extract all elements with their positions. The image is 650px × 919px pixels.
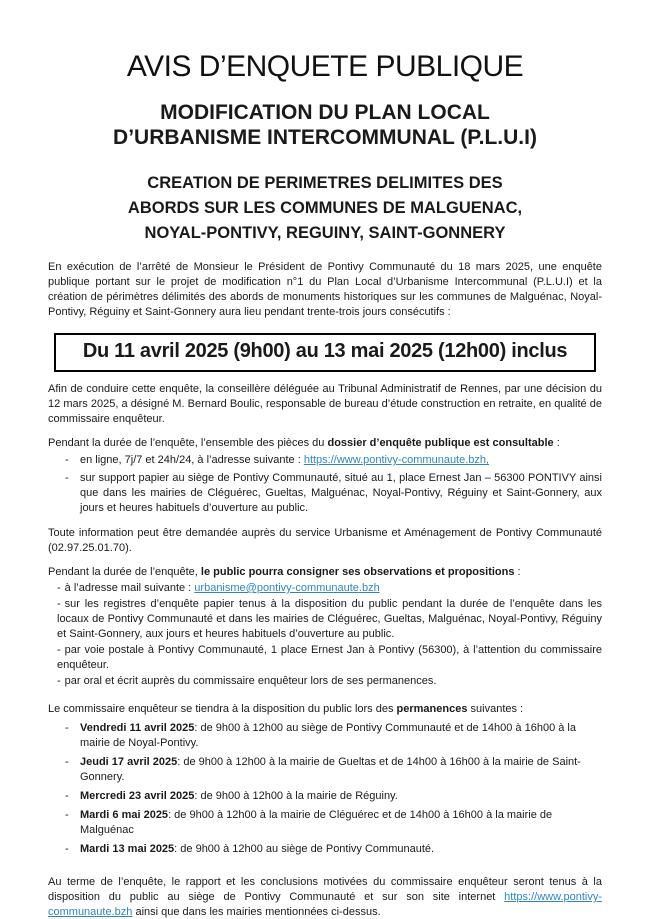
consultable-lead-suffix: : <box>553 437 560 449</box>
permanence-details: : de 9h00 à 12h00 au siège de Pontivy Communauté et de 14h00 à 16h00 à la mairie de Noyal-Pontivy. <box>80 722 576 749</box>
closing-text-suffix: ainsi que dans les mairies mentionnées ci-dessus. <box>132 906 381 918</box>
permanences-lead-suffix: suivantes : <box>467 703 524 715</box>
consultable-item-paper: sur support papier au siège de Pontivy Communauté, situé au 1, place Ernest Jan – 56300 PONTIVY ainsi que dans les mairies de Cléguérec, Gueltas, Malguénac, Noyal-Pontivy, Réguiny et Saint-Gonnery, aux jours et heures habituels d’ouverture au public. <box>80 472 602 514</box>
permanence-date: Mardi 6 mai 2025 <box>80 809 169 821</box>
permanence-date: Jeudi 17 avril 2025 <box>80 756 178 768</box>
permanences-lead-prefix: Le commissaire enquêteur se tiendra à la disposition du public lors des <box>48 703 397 715</box>
bullet-dash: - <box>57 582 61 594</box>
bullet-dash: - <box>57 644 61 656</box>
list-item <box>48 674 602 689</box>
list-item <box>48 755 602 785</box>
list-item <box>48 581 602 596</box>
consultable-lead-prefix: Pendant la durée de l’enquête, l’ensemble des pièces du <box>48 437 328 449</box>
observations-list <box>48 581 602 689</box>
observations-lead <box>48 565 602 580</box>
bullet-dash: - <box>65 790 69 802</box>
list-item <box>48 597 602 642</box>
subtitle-plui-line1: MODIFICATION DU PLAN LOCAL <box>160 101 490 124</box>
subtitle-pda-line2: ABORDS SUR LES COMMUNES DE MALGUENAC, <box>127 199 523 217</box>
email-link[interactable]: urbanisme@pontivy-communaute.bzh <box>194 582 380 594</box>
list-item <box>48 453 602 468</box>
page-title: AVIS D’ENQUETE PUBLIQUE <box>126 50 524 83</box>
observations-item-oral: par oral et écrit auprès du commissaire enquêteur lors de ses permanences. <box>64 675 437 687</box>
permanence-details: : de 9h00 à 12h00 à la mairie de Gueltas et de 14h00 à 16h00 à la mairie de Saint-Gonnery. <box>80 756 581 783</box>
bullet-dash: - <box>65 756 69 768</box>
info-paragraph: Toute information peut être demandée auprès du service Urbanisme et Aménagement de Pontivy Communauté (02.97.25.01.70). <box>48 527 602 554</box>
observations-lead-bold: le public pourra consigner ses observations et propositions <box>200 566 515 578</box>
observations-item-postal: par voie postale à Pontivy Communauté, 1 place Ernest Jan à Pontivy (56300), à l’attention du commissaire enquêteur. <box>57 644 602 671</box>
bullet-dash: - <box>57 675 61 687</box>
permanence-item <box>80 808 602 838</box>
permanences-lead <box>48 702 602 717</box>
intro-paragraph: En exécution de l’arrêté de Monsieur le Président de Pontivy Communauté du 18 mars 2025, une enquête publique portant sur le projet de modification n°1 du Plan Local d’Urbanisme Intercommunal (P.L.U.I) et la création de périmètres délimités des abords de monuments historiques sur les communes de Malguénac, Noyal-Pontivy, Réguiny et Saint-Gonnery aura lieu pendant trente-trois jours consécutifs : <box>48 261 602 318</box>
list-item <box>48 808 602 838</box>
bullet-dash: - <box>65 809 69 821</box>
list-item <box>48 842 602 857</box>
subtitle-pda <box>48 171 602 246</box>
observations-lead-suffix: : <box>514 566 521 578</box>
subtitle-pda-line3: NOYAL-PONTIVY, REGUINY, SAINT-GONNERY <box>144 224 506 242</box>
bullet-dash: - <box>65 472 69 484</box>
consultable-lead-bold: dossier d’enquête publique est consultable <box>327 437 554 449</box>
permanence-date: Mercredi 23 avril 2025 <box>80 790 195 802</box>
list-item <box>48 643 602 673</box>
closing-website-link[interactable]: https://www.pontivy-communaute.bzh <box>48 891 602 918</box>
subtitle-plui <box>48 100 602 150</box>
permanence-item <box>80 721 602 751</box>
closing-paragraph <box>48 875 602 919</box>
subtitle-plui-line2: D’URBANISME INTERCOMMUNAL (P.L.U.I) <box>113 126 537 149</box>
permanence-details: : de 9h00 à 12h00 au siège de Pontivy Communauté. <box>174 843 435 855</box>
list-item <box>48 471 602 516</box>
permanence-details: : de 9h00 à 12h00 à la mairie de Cléguérec et de 14h00 à 16h00 à la mairie de Malguénac <box>80 809 553 836</box>
closing-text-prefix: Au terme de l’enquête, le rapport et les conclusions motivées du commissaire enquêteur seront tenus à la disposition du public au siège de Pontivy Communauté et sur son site internet <box>48 876 602 903</box>
bullet-dash: - <box>65 454 69 466</box>
permanences-list <box>48 721 602 857</box>
subtitle-pda-line1: CREATION DE PERIMETRES DELIMITES DES <box>147 174 503 192</box>
observations-item-registers: sur les registres d’enquête papier tenus à la disposition du public pendant la durée de l’enquête dans les locaux de Pontivy Communauté et dans les mairies de Cléguérec, Gueltas, Malguénac, Noyal-Pontivy, Réguiny et Saint-Gonnery, aux jours et heures habituels d’ouverture au public. <box>57 598 602 640</box>
list-item <box>48 789 602 804</box>
bullet-dash: - <box>65 722 69 734</box>
date-banner: Du 11 avril 2025 (9h00) au 13 mai 2025 (12h00) inclus <box>54 333 596 372</box>
bullet-dash: - <box>65 843 69 855</box>
designation-paragraph: Afin de conduire cette enquête, la conseillère déléguée au Tribunal Administratif de Rennes, par une décision du 12 mars 2025, a désigné M. Bernard Boulic, responsable de bureau d’étude construction en retraite, en qualité de commissaire enquêteur. <box>48 383 602 425</box>
permanence-item <box>80 842 602 857</box>
observations-item-mail-text: à l’adresse mail suivante : <box>64 582 195 594</box>
consultable-item1-text: en ligne, 7j/7 et 24h/24, à l’adresse suivante : <box>80 454 304 466</box>
permanence-date: Vendredi 11 avril 2025 <box>80 722 195 734</box>
consultable-lead <box>48 436 602 451</box>
observations-lead-prefix: Pendant la durée de l’enquête, <box>48 566 201 578</box>
consultable-item-online <box>80 453 602 468</box>
permanence-item <box>80 789 602 804</box>
permanences-lead-bold: permanences <box>396 703 468 715</box>
list-item <box>48 721 602 751</box>
permanence-date: Mardi 13 mai 2025 <box>80 843 175 855</box>
bullet-dash: - <box>57 598 61 610</box>
consultable-list <box>48 453 602 516</box>
website-link[interactable]: https://www.pontivy-communaute.bzh, <box>303 454 490 466</box>
permanence-item <box>80 755 602 785</box>
permanence-details: : de 9h00 à 12h00 à la mairie de Réguiny. <box>194 790 398 802</box>
